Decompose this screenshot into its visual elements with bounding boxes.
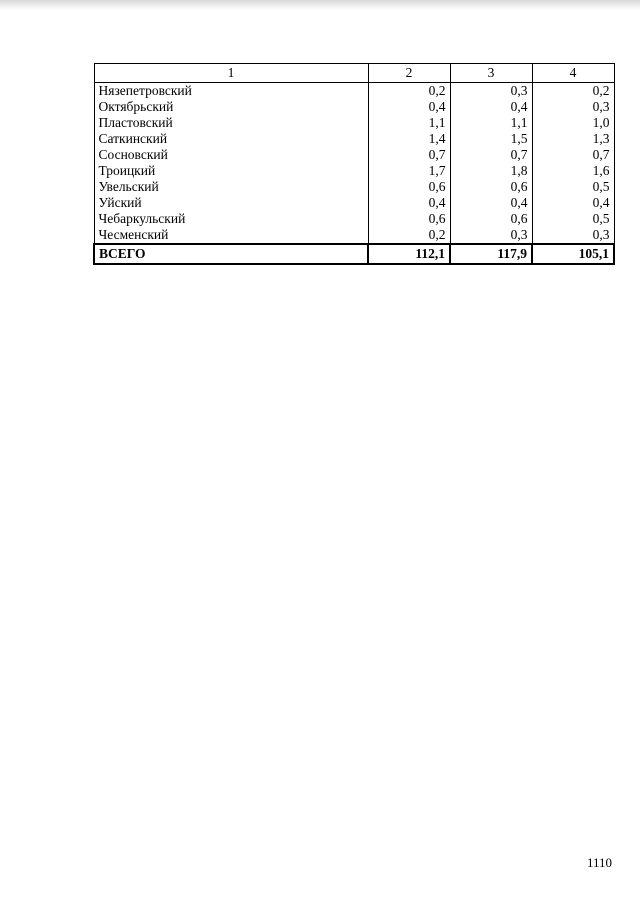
table-row: [94, 179, 614, 195]
table-row: [94, 131, 614, 147]
table-row: [94, 115, 614, 131]
value-col-2: 1,1: [368, 115, 450, 131]
total-row: [94, 244, 614, 264]
value-col-4: 0,5: [532, 179, 614, 195]
district-name: Пластовский: [94, 115, 368, 131]
value-col-2: 0,2: [368, 227, 450, 244]
value-col-2: 0,4: [368, 195, 450, 211]
district-name: Октябрьский: [94, 99, 368, 115]
value-col-2: 0,6: [368, 179, 450, 195]
value-col-3: 0,3: [450, 227, 532, 244]
table-row: [94, 227, 614, 244]
column-header-4: 4: [532, 64, 614, 83]
column-header-3: 3: [450, 64, 532, 83]
value-col-4: 1,6: [532, 163, 614, 179]
value-col-4: 0,2: [532, 83, 614, 100]
value-col-3: 1,1: [450, 115, 532, 131]
table-row: [94, 195, 614, 211]
value-col-4: 0,7: [532, 147, 614, 163]
district-name: Уйский: [94, 195, 368, 211]
total-col-3: 117,9: [450, 244, 532, 264]
value-col-4: 0,5: [532, 211, 614, 227]
value-col-3: 0,7: [450, 147, 532, 163]
total-col-2: 112,1: [368, 244, 450, 264]
value-col-3: 0,4: [450, 195, 532, 211]
value-col-2: 0,7: [368, 147, 450, 163]
value-col-2: 1,4: [368, 131, 450, 147]
district-name: Чебаркульский: [94, 211, 368, 227]
table-row: [94, 211, 614, 227]
value-col-2: 1,7: [368, 163, 450, 179]
value-col-4: 0,3: [532, 99, 614, 115]
value-col-3: 0,6: [450, 211, 532, 227]
page-number: 1110: [586, 855, 612, 870]
total-col-4: 105,1: [532, 244, 614, 264]
value-col-2: 0,6: [368, 211, 450, 227]
value-col-3: 0,6: [450, 179, 532, 195]
district-name: Чесменский: [94, 227, 368, 244]
district-name: Сосновский: [94, 147, 368, 163]
value-col-4: 0,3: [532, 227, 614, 244]
value-col-3: 1,8: [450, 163, 532, 179]
value-col-2: 0,4: [368, 99, 450, 115]
table-row: [94, 99, 614, 115]
value-col-3: 0,3: [450, 83, 532, 100]
district-name: Троицкий: [94, 163, 368, 179]
table-header-row: [94, 64, 614, 83]
district-name: Увельский: [94, 179, 368, 195]
value-col-4: 1,3: [532, 131, 614, 147]
table-row: [94, 83, 614, 100]
total-label: ВСЕГО: [94, 244, 368, 264]
value-col-3: 1,5: [450, 131, 532, 147]
column-header-1: 1: [94, 64, 368, 83]
data-table: [93, 63, 615, 265]
value-col-4: 1,0: [532, 115, 614, 131]
table-row: [94, 147, 614, 163]
value-col-3: 0,4: [450, 99, 532, 115]
column-header-2: 2: [368, 64, 450, 83]
district-name: Саткинский: [94, 131, 368, 147]
value-col-4: 0,4: [532, 195, 614, 211]
value-col-2: 0,2: [368, 83, 450, 100]
district-name: Нязепетровский: [94, 83, 368, 100]
table-row: [94, 163, 614, 179]
